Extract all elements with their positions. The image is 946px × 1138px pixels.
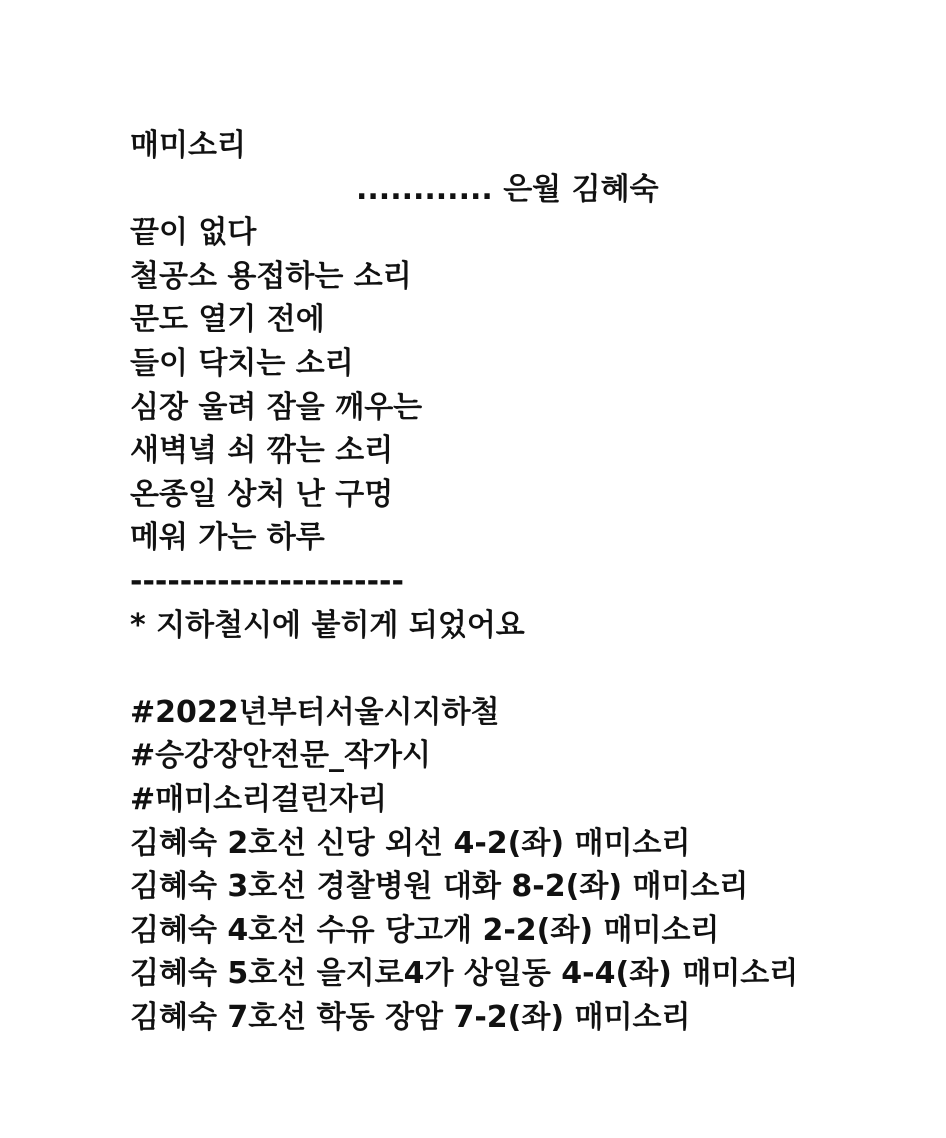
hashtag: #승강장안전문_작가시 (130, 738, 431, 774)
divider-line: ---------------------- (130, 563, 404, 599)
poem-verses (130, 211, 920, 560)
poem-verse: 끝이 없다 (130, 215, 257, 251)
location-item: 김혜숙 4호선 수유 당고개 2-2(좌) 매미소리 (130, 912, 720, 948)
note-text: * 지하철시에 붙히게 되었어요 (130, 607, 525, 643)
poem-title: 매미소리 (130, 128, 246, 163)
poem-verse: 새벽녘 쇠 깎는 소리 (130, 433, 394, 469)
hashtag: #2022년부터서울시지하철 (130, 694, 500, 730)
hashtag-list (130, 691, 920, 822)
poem-author-line: ............ 은월 김혜숙 (356, 171, 659, 207)
blank-line (130, 647, 920, 691)
poem-verse: 온종일 상처 난 구멍 (130, 476, 394, 512)
location-list (130, 822, 920, 1040)
poem-verse: 문도 열기 전에 (130, 302, 325, 338)
hashtag: #매미소리걸린자리 (130, 781, 387, 817)
location-item: 김혜숙 7호선 학동 장암 7-2(좌) 매미소리 (130, 999, 691, 1035)
location-item: 김혜숙 3호선 경찰병원 대화 8-2(좌) 매미소리 (130, 869, 749, 905)
document-body (130, 124, 920, 1039)
poem-verse: 들이 닥치는 소리 (130, 345, 354, 381)
location-item: 김혜숙 2호선 신당 외선 4-2(좌) 매미소리 (130, 825, 691, 861)
poem-verse: 철공소 용접하는 소리 (130, 258, 412, 294)
location-item: 김혜숙 5호선 을지로4가 상일동 4-4(좌) 매미소리 (130, 956, 799, 992)
poem-verse: 심장 울려 잠을 깨우는 (130, 389, 423, 425)
poem-verse: 메워 가는 하루 (130, 520, 325, 556)
